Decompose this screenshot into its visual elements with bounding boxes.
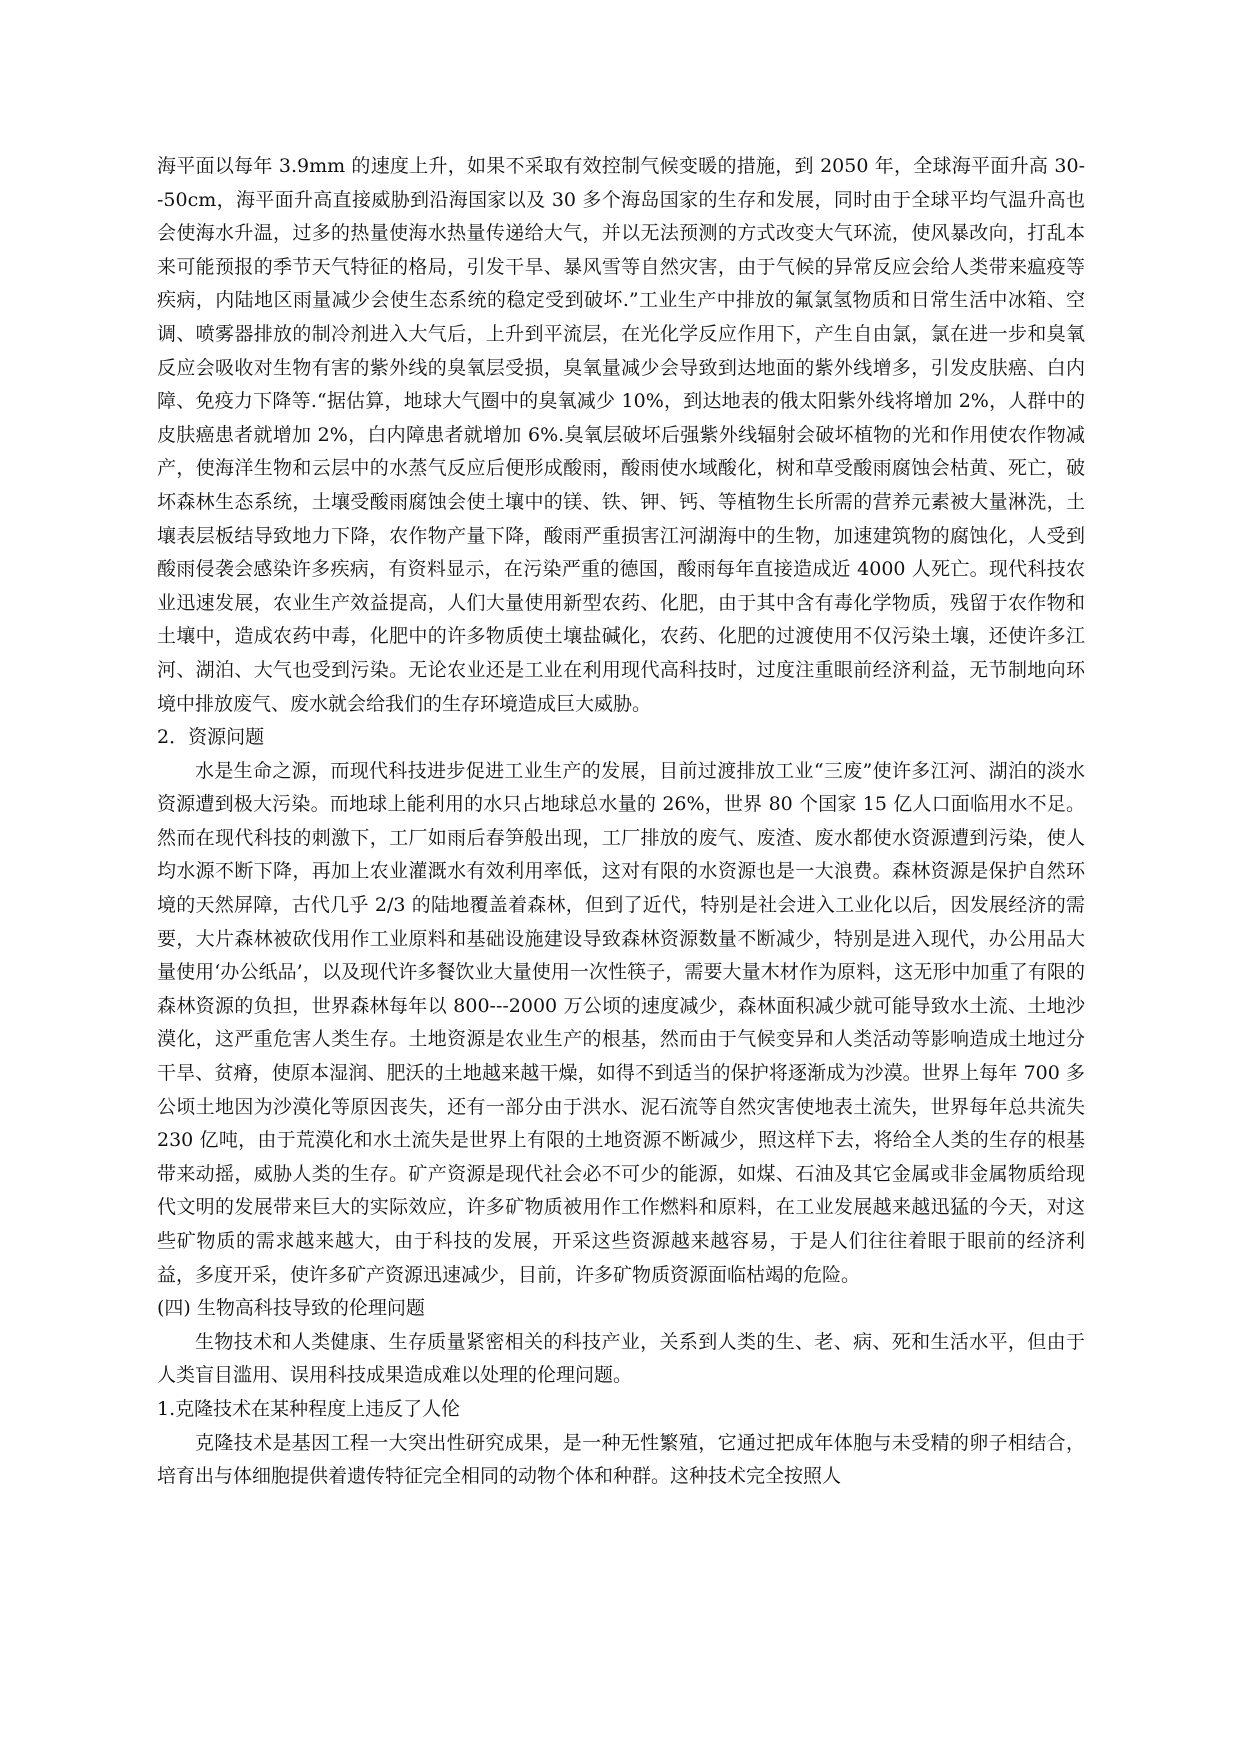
section-heading-resources: 2．资源问题 [157,726,265,749]
paragraph-environment-pollution: 海平面以每年 3.9mm 的速度上升，如果不采取有效控制气候变暖的措施，到 2050 年，全球海平面升高 30--50cm，海平面升高直接威胁到沿海国家以及 30 多个海岛国家的生存和发展，同时由于全球平均气温升高也会使海水升温，过多的热量使海水热量传递给大气，并以无法预测的方式改变大气环流，使风暴改向，打乱本来可能预报的季节天气特征的格局，引发干旱、暴风雪等自然灾害，由于气候的异常反应会给人类带来瘟疫等疾病，内陆地区雨量减少会使生态系统的稳定受到破坏.”工业生产中排放的氟氯氢物质和日常生活中冰箱、空调、喷雾器排放的制冷剂进入大气后，上升到平流层，在光化学反应作用下，产生自由氯，氯在进一步和臭氧反应会吸收对生物有害的紫外线的臭氧层受损，臭氧量减少会导致到达地面的紫外线增多，引发皮肤癌、白内障、免疫力下降等.“据估算，地球大气圈中的臭氧减少 10%，到达地表的俄太阳紫外线将增加 2%，人群中的皮肤癌患者就增加 2%，白内障患者就增加 6%.臭氧层破坏后强紫外线辐射会破坏植物的光和作用使农作物减产，使海洋生物和云层中的水蒸气反应后便形成酸雨，酸雨使水域酸化，树和草受酸雨腐蚀会枯黄、死亡，破坏森林生态系统，土壤受酸雨腐蚀会使土壤中的镁、铁、钾、钙、等植物生长所需的营养元素被大量淋洗，土壤表层板结导致地力下降，农作物产量下降，酸雨严重损害江河湖海中的生物，加速建筑物的腐蚀化，人受到酸雨侵袭会感染许多疾病，有资料显示，在污染严重的德国，酸雨每年直接造成近 4000 人死亡。现代科技农业迅速发展，农业生产效益提高，人们大量使用新型农药、化肥，由于其中含有毒化学物质，残留于农作物和土壤中，造成农药中毒，化肥中的许多物质使土壤盐碱化，农药、化肥的过渡使用不仅污染土壤，还使许多江河、湖泊、大气也受到污染。无论农业还是工业在利用现代高科技时，过度注重眼前经济利益，无节制地向环境中排放废气、废水就会给我们的生存环境造成巨大威胁。 [157,155,1085,715]
paragraph-bioethics-intro: 生物技术和人类健康、生存质量紧密相关的科技产业，关系到人类的生、老、病、死和生活水平，但由于人类盲目滥用、误用科技成果造成难以处理的伦理问题。 [157,1330,1085,1387]
section-heading-cloning: 1.克隆技术在某种程度上违反了人伦 [157,1397,461,1420]
section-heading-bioethics: (四) 生物高科技导致的伦理问题 [157,1297,425,1320]
document-page [157,150,1085,1494]
paragraph-resources: 水是生命之源，而现代科技进步促进工业生产的发展，目前过渡排放工业“三废”使许多江河、湖泊的淡水资源遭到极大污染。而地球上能利用的水只占地球总水量的 26%，世界 80 个国家 15 亿人口面临用水不足。然而在现代科技的刺激下，工厂如雨后春笋般出现，工厂排放的废气、废渣、废水都使水资源遭到污染，使人均水源不断下降，再加上农业灌溉水有效利用率低，这对有限的水资源也是一大浪费。森林资源是保护自然环境的天然屏障，古代几乎 2/3 的陆地覆盖着森林，但到了近代，特别是社会进入工业化以后，因发展经济的需要，大片森林被砍伐用作工业原料和基础设施建设导致森林资源数量不断减少，特别是进入现代，办公用品大量使用‘办公纸品’，以及现代许多餐饮业大量使用一次性筷子，需要大量木材作为原料，这无形中加重了有限的森林资源的负担，世界森林每年以 800---2000 万公顷的速度减少，森林面积减少就可能导致水土流、土地沙漠化，这严重危害人类生存。土地资源是农业生产的根基，然而由于气候变异和人类活动等影响造成土地过分干旱、贫瘠，使原本湿润、肥沃的土地越来越干燥，如得不到适当的保护将逐渐成为沙漠。世界上每年 700 多公顷土地因为沙漠化等原因丧失，还有一部分由于洪水、泥石流等自然灾害使地表土流失，世界每年总共流失 230 亿吨，由于荒漠化和水土流失是世界上有限的土地资源不断减少，照这样下去，将给全人类的生存的根基带来动摇，威胁人类的生存。矿产资源是现代社会必不可少的能源，如煤、石油及其它金属或非金属物质给现代文明的发展带来巨大的实际效应，许多矿物质被用作工作燃料和原料，在工业发展越来越迅猛的今天，对这些矿物质的需求越来越大，由于科技的发展，开采这些资源越来越容易，于是人们往往着眼于眼前的经济利益，多度开采，使许多矿产资源迅速减少，目前，许多矿物质资源面临枯竭的危险。 [157,759,1085,1286]
paragraph-cloning: 克隆技术是基因工程一大突出性研究成果，是一种无性繁殖，它通过把成年体胞与未受精的卵子相结合，培育出与体细胞提供着遗传特征完全相同的动物个体和种群。这种技术完全按照人 [157,1431,1085,1488]
